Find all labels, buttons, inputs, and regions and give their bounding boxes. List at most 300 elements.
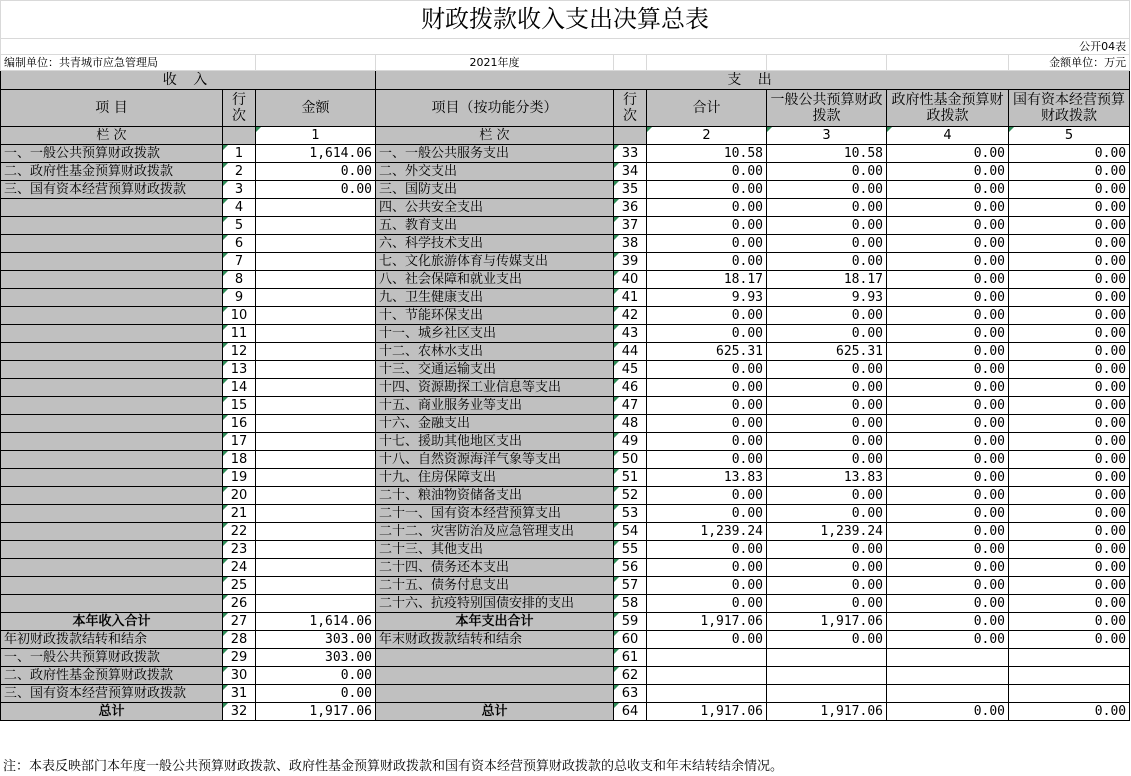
expense-general-budget[interactable]: 0.00 <box>767 307 887 325</box>
expense-state-capital[interactable]: 0.00 <box>1009 145 1130 163</box>
row-no-cell[interactable]: 25 <box>223 577 256 595</box>
expense-item[interactable]: 二十六、抗疫特别国债安排的支出 <box>376 595 614 613</box>
expense-state-capital[interactable]: 0.00 <box>1009 199 1130 217</box>
row-no-cell[interactable]: 19 <box>223 469 256 487</box>
row-no-cell[interactable]: 51 <box>614 469 647 487</box>
income-amount[interactable] <box>256 469 376 487</box>
expense-general-budget[interactable]: 0.00 <box>767 397 887 415</box>
row-no-cell[interactable]: 52 <box>614 487 647 505</box>
expense-state-capital[interactable]: 0.00 <box>1009 541 1130 559</box>
row-no-cell[interactable]: 9 <box>223 289 256 307</box>
income-amount[interactable]: 0.00 <box>256 163 376 181</box>
row-no-cell[interactable]: 46 <box>614 379 647 397</box>
income-item[interactable] <box>1 433 223 451</box>
expense-total[interactable]: 0.00 <box>647 307 767 325</box>
col-number-2[interactable]: 2 <box>647 127 767 145</box>
row-no-cell[interactable]: 26 <box>223 595 256 613</box>
expense-state-capital[interactable]: 0.00 <box>1009 577 1130 595</box>
row-no-cell[interactable]: 54 <box>614 523 647 541</box>
grand-total-sum[interactable]: 1,917.06 <box>647 703 767 721</box>
lanci-label-expense[interactable]: 栏 次 <box>376 127 614 145</box>
income-amount[interactable] <box>256 415 376 433</box>
expense-gov-fund[interactable]: 0.00 <box>887 181 1009 199</box>
income-item[interactable] <box>1 307 223 325</box>
expense-gov-fund[interactable]: 0.00 <box>887 361 1009 379</box>
row-no-cell[interactable]: 33 <box>614 145 647 163</box>
income-total-amount[interactable]: 1,614.06 <box>256 613 376 631</box>
expense-total[interactable]: 13.83 <box>647 469 767 487</box>
row-no-cell[interactable]: 39 <box>614 253 647 271</box>
expense-item[interactable]: 二、外交支出 <box>376 163 614 181</box>
col-header-gov-fund[interactable]: 政府性基金预算财政拨款 <box>887 90 1009 127</box>
currency-unit[interactable]: 金额单位：万元 <box>1009 55 1130 71</box>
expense-gov-fund[interactable]: 0.00 <box>887 559 1009 577</box>
income-item[interactable] <box>1 451 223 469</box>
expense-general-budget[interactable]: 0.00 <box>767 253 887 271</box>
income-item[interactable] <box>1 361 223 379</box>
expense-item[interactable]: 一、一般公共服务支出 <box>376 145 614 163</box>
expense-general-budget[interactable]: 13.83 <box>767 469 887 487</box>
expense-state-capital[interactable]: 0.00 <box>1009 235 1130 253</box>
expense-general-budget[interactable]: 0.00 <box>767 595 887 613</box>
expense-gov-fund[interactable]: 0.00 <box>887 271 1009 289</box>
col-number-4[interactable]: 4 <box>887 127 1009 145</box>
row-no-cell[interactable]: 3 <box>223 181 256 199</box>
expense-general-budget[interactable]: 0.00 <box>767 163 887 181</box>
expense-state-capital[interactable]: 0.00 <box>1009 289 1130 307</box>
carry-sub2-amount[interactable]: 0.00 <box>256 667 376 685</box>
expense-total[interactable]: 0.00 <box>647 361 767 379</box>
income-item[interactable] <box>1 253 223 271</box>
expense-state-capital[interactable]: 0.00 <box>1009 523 1130 541</box>
grand-total-general[interactable]: 1,917.06 <box>767 703 887 721</box>
row-no-cell[interactable]: 48 <box>614 415 647 433</box>
expense-total[interactable]: 18.17 <box>647 271 767 289</box>
expense-item[interactable]: 十九、住房保障支出 <box>376 469 614 487</box>
expense-total[interactable]: 0.00 <box>647 253 767 271</box>
expense-gov-fund[interactable]: 0.00 <box>887 343 1009 361</box>
expense-item[interactable]: 十四、资源勘探工业信息等支出 <box>376 379 614 397</box>
row-no-cell[interactable]: 40 <box>614 271 647 289</box>
expense-total[interactable]: 0.00 <box>647 487 767 505</box>
row-no-cell[interactable]: 12 <box>223 343 256 361</box>
income-amount[interactable]: 0.00 <box>256 181 376 199</box>
income-amount[interactable] <box>256 433 376 451</box>
expense-gov-fund[interactable]: 0.00 <box>887 199 1009 217</box>
income-amount[interactable] <box>256 451 376 469</box>
row-no-cell[interactable]: 21 <box>223 505 256 523</box>
carry-sub1-amount[interactable]: 303.00 <box>256 649 376 667</box>
expense-gov-fund[interactable]: 0.00 <box>887 163 1009 181</box>
expense-total-label[interactable]: 本年支出合计 <box>376 613 614 631</box>
row-no-cell[interactable]: 6 <box>223 235 256 253</box>
col-number-3[interactable]: 3 <box>767 127 887 145</box>
expense-total[interactable]: 0.00 <box>647 559 767 577</box>
row-no-cell[interactable]: 8 <box>223 271 256 289</box>
expense-item[interactable]: 五、教育支出 <box>376 217 614 235</box>
income-item[interactable] <box>1 343 223 361</box>
expense-gov-fund[interactable]: 0.00 <box>887 541 1009 559</box>
expense-total[interactable]: 0.00 <box>647 325 767 343</box>
row-no-cell[interactable]: 28 <box>223 631 256 649</box>
row-no-cell[interactable]: 60 <box>614 631 647 649</box>
income-item[interactable] <box>1 505 223 523</box>
income-item[interactable]: 一、一般公共预算财政拨款 <box>1 145 223 163</box>
row-no-cell[interactable]: 5 <box>223 217 256 235</box>
row-no-cell[interactable]: 24 <box>223 559 256 577</box>
carry-sub1-label[interactable]: 一、一般公共预算财政拨款 <box>1 649 223 667</box>
row-no-cell[interactable]: 18 <box>223 451 256 469</box>
carry-out-total[interactable]: 0.00 <box>647 631 767 649</box>
expense-state-capital[interactable]: 0.00 <box>1009 397 1130 415</box>
expense-item[interactable]: 十八、自然资源海洋气象等支出 <box>376 451 614 469</box>
income-amount[interactable] <box>256 505 376 523</box>
expense-gov-fund[interactable]: 0.00 <box>887 397 1009 415</box>
expense-general-budget[interactable]: 18.17 <box>767 271 887 289</box>
income-amount[interactable] <box>256 217 376 235</box>
expense-gov-fund[interactable]: 0.00 <box>887 577 1009 595</box>
row-no-cell[interactable]: 56 <box>614 559 647 577</box>
carry-sub3-amount[interactable]: 0.00 <box>256 685 376 703</box>
col-header-func-item[interactable]: 项目（按功能分类） <box>376 90 614 127</box>
expense-gov-fund[interactable]: 0.00 <box>887 451 1009 469</box>
expense-item[interactable]: 二十三、其他支出 <box>376 541 614 559</box>
row-no-cell[interactable]: 55 <box>614 541 647 559</box>
table-row <box>1 595 1130 613</box>
row-no-cell[interactable]: 62 <box>614 667 647 685</box>
expense-gov-fund[interactable]: 0.00 <box>887 487 1009 505</box>
expense-state-capital[interactable]: 0.00 <box>1009 307 1130 325</box>
form-code[interactable]: 公开04表 <box>1009 39 1130 55</box>
expense-total[interactable]: 0.00 <box>647 163 767 181</box>
row-no-cell[interactable]: 10 <box>223 307 256 325</box>
col-header-state-capital[interactable]: 国有资本经营预算财政拨款 <box>1009 90 1130 127</box>
row-no-cell[interactable]: 49 <box>614 433 647 451</box>
row-no-cell[interactable]: 61 <box>614 649 647 667</box>
row-no-cell[interactable]: 22 <box>223 523 256 541</box>
income-item[interactable] <box>1 217 223 235</box>
row-no-cell[interactable]: 30 <box>223 667 256 685</box>
expense-gov-fund[interactable]: 0.00 <box>887 325 1009 343</box>
expense-general-budget[interactable]: 0.00 <box>767 487 887 505</box>
lanci-label[interactable]: 栏 次 <box>1 127 223 145</box>
expense-total[interactable]: 0.00 <box>647 595 767 613</box>
income-section-header[interactable]: 收 入 <box>1 71 376 90</box>
expense-state-capital[interactable]: 0.00 <box>1009 361 1130 379</box>
expense-item[interactable]: 二十、粮油物资储备支出 <box>376 487 614 505</box>
row-no-cell[interactable]: 37 <box>614 217 647 235</box>
expense-total[interactable]: 0.00 <box>647 505 767 523</box>
income-item[interactable] <box>1 289 223 307</box>
expense-general-budget[interactable]: 0.00 <box>767 361 887 379</box>
expense-item[interactable]: 二十四、债务还本支出 <box>376 559 614 577</box>
row-no-cell[interactable]: 11 <box>223 325 256 343</box>
expense-state-capital[interactable]: 0.00 <box>1009 343 1130 361</box>
expense-item[interactable]: 九、卫生健康支出 <box>376 289 614 307</box>
expense-gov-fund[interactable]: 0.00 <box>887 379 1009 397</box>
income-item[interactable] <box>1 595 223 613</box>
row-no-cell[interactable]: 43 <box>614 325 647 343</box>
row-no-cell[interactable]: 59 <box>614 613 647 631</box>
expense-state-capital[interactable]: 0.00 <box>1009 487 1130 505</box>
expense-general-budget[interactable]: 625.31 <box>767 343 887 361</box>
income-amount[interactable] <box>256 343 376 361</box>
expense-item[interactable]: 二十二、灾害防治及应急管理支出 <box>376 523 614 541</box>
income-item[interactable] <box>1 523 223 541</box>
grand-total-label[interactable]: 总计 <box>1 703 223 721</box>
expense-state-capital[interactable]: 0.00 <box>1009 253 1130 271</box>
expense-general-budget[interactable]: 0.00 <box>767 541 887 559</box>
expense-item[interactable]: 十五、商业服务业等支出 <box>376 397 614 415</box>
row-no-cell[interactable]: 4 <box>223 199 256 217</box>
income-item[interactable] <box>1 469 223 487</box>
carry-sub2-label[interactable]: 二、政府性基金预算财政拨款 <box>1 667 223 685</box>
grand-total-expense-label[interactable]: 总计 <box>376 703 614 721</box>
row-no-cell[interactable]: 63 <box>614 685 647 703</box>
row-no-cell[interactable]: 1 <box>223 145 256 163</box>
expense-total[interactable]: 0.00 <box>647 415 767 433</box>
income-item[interactable]: 二、政府性基金预算财政拨款 <box>1 163 223 181</box>
expense-total[interactable]: 0.00 <box>647 577 767 595</box>
expense-item[interactable]: 十一、城乡社区支出 <box>376 325 614 343</box>
expense-gov-fund[interactable]: 0.00 <box>887 235 1009 253</box>
expense-general-budget[interactable]: 0.00 <box>767 559 887 577</box>
expense-general-budget[interactable]: 0.00 <box>767 181 887 199</box>
row-no-cell[interactable]: 13 <box>223 361 256 379</box>
expense-total-general[interactable]: 1,917.06 <box>767 613 887 631</box>
col-number-5[interactable]: 5 <box>1009 127 1130 145</box>
expense-state-capital[interactable]: 0.00 <box>1009 505 1130 523</box>
row-no-cell[interactable]: 36 <box>614 199 647 217</box>
expense-gov-fund[interactable]: 0.00 <box>887 469 1009 487</box>
carry-out-general[interactable]: 0.00 <box>767 631 887 649</box>
income-item[interactable] <box>1 325 223 343</box>
col-header-general-budget[interactable]: 一般公共预算财政拨款 <box>767 90 887 127</box>
row-no-cell[interactable]: 17 <box>223 433 256 451</box>
income-amount[interactable] <box>256 523 376 541</box>
expense-gov-fund[interactable]: 0.00 <box>887 253 1009 271</box>
row-no-cell[interactable]: 14 <box>223 379 256 397</box>
income-amount[interactable] <box>256 397 376 415</box>
expense-general-budget[interactable]: 0.00 <box>767 451 887 469</box>
row-no-cell[interactable]: 16 <box>223 415 256 433</box>
grand-total-income[interactable]: 1,917.06 <box>256 703 376 721</box>
expense-item[interactable]: 八、社会保障和就业支出 <box>376 271 614 289</box>
income-amount[interactable] <box>256 199 376 217</box>
expense-state-capital[interactable]: 0.00 <box>1009 379 1130 397</box>
org-name[interactable]: 编制单位：共青城市应急管理局 <box>1 55 256 71</box>
expense-state-capital[interactable]: 0.00 <box>1009 415 1130 433</box>
expense-total[interactable]: 625.31 <box>647 343 767 361</box>
row-no-cell[interactable]: 35 <box>614 181 647 199</box>
expense-state-capital[interactable]: 0.00 <box>1009 559 1130 577</box>
expense-total[interactable]: 0.00 <box>647 433 767 451</box>
row-no-cell[interactable]: 7 <box>223 253 256 271</box>
col-header-item[interactable]: 项 目 <box>1 90 223 127</box>
expense-state-capital[interactable]: 0.00 <box>1009 325 1130 343</box>
expense-total[interactable]: 1,239.24 <box>647 523 767 541</box>
fiscal-year[interactable]: 2021年度 <box>376 55 614 71</box>
expense-total[interactable]: 0.00 <box>647 235 767 253</box>
income-amount[interactable] <box>256 289 376 307</box>
row-no-cell[interactable]: 53 <box>614 505 647 523</box>
income-amount[interactable] <box>256 541 376 559</box>
carry-out-label[interactable]: 年末财政拨款结转和结余 <box>376 631 614 649</box>
table-row <box>1 433 1130 451</box>
expense-section-header[interactable]: 支 出 <box>376 71 1130 90</box>
expense-item[interactable]: 十二、农林水支出 <box>376 343 614 361</box>
page-title[interactable]: 财政拨款收入支出决算总表 <box>1 1 1130 39</box>
row-no-cell[interactable]: 57 <box>614 577 647 595</box>
expense-gov-fund[interactable]: 0.00 <box>887 523 1009 541</box>
income-item[interactable] <box>1 541 223 559</box>
income-item[interactable] <box>1 559 223 577</box>
income-item[interactable] <box>1 397 223 415</box>
expense-item[interactable]: 三、国防支出 <box>376 181 614 199</box>
expense-state-capital[interactable]: 0.00 <box>1009 163 1130 181</box>
expense-general-budget[interactable]: 1,239.24 <box>767 523 887 541</box>
expense-state-capital[interactable]: 0.00 <box>1009 451 1130 469</box>
col-header-total[interactable]: 合计 <box>647 90 767 127</box>
grand-total-capital[interactable]: 0.00 <box>1009 703 1130 721</box>
expense-state-capital[interactable]: 0.00 <box>1009 433 1130 451</box>
carry-out-fund[interactable]: 0.00 <box>887 631 1009 649</box>
expense-total[interactable]: 0.00 <box>647 199 767 217</box>
expense-general-budget[interactable]: 0.00 <box>767 379 887 397</box>
expense-gov-fund[interactable]: 0.00 <box>887 145 1009 163</box>
grand-total-fund[interactable]: 0.00 <box>887 703 1009 721</box>
expense-state-capital[interactable]: 0.00 <box>1009 217 1130 235</box>
expense-state-capital[interactable]: 0.00 <box>1009 181 1130 199</box>
row-no-cell[interactable]: 58 <box>614 595 647 613</box>
income-amount[interactable] <box>256 595 376 613</box>
income-item[interactable] <box>1 235 223 253</box>
expense-item[interactable]: 六、科学技术支出 <box>376 235 614 253</box>
row-no-cell[interactable]: 41 <box>614 289 647 307</box>
income-amount[interactable] <box>256 559 376 577</box>
expense-total[interactable]: 0.00 <box>647 541 767 559</box>
expense-gov-fund[interactable]: 0.00 <box>887 289 1009 307</box>
row-no-cell[interactable]: 47 <box>614 397 647 415</box>
table-row <box>1 181 1130 199</box>
income-total-label[interactable]: 本年收入合计 <box>1 613 223 631</box>
row-no-cell[interactable]: 23 <box>223 541 256 559</box>
expense-general-budget[interactable]: 0.00 <box>767 199 887 217</box>
expense-general-budget[interactable]: 0.00 <box>767 415 887 433</box>
income-item[interactable]: 三、国有资本经营预算财政拨款 <box>1 181 223 199</box>
income-amount[interactable] <box>256 487 376 505</box>
income-amount[interactable] <box>256 325 376 343</box>
expense-general-budget[interactable]: 0.00 <box>767 217 887 235</box>
expense-total[interactable]: 9.93 <box>647 289 767 307</box>
expense-item[interactable]: 十、节能环保支出 <box>376 307 614 325</box>
row-no-cell[interactable]: 50 <box>614 451 647 469</box>
col-header-ex-row-no[interactable]: 行次 <box>614 90 647 127</box>
row-no-cell[interactable]: 31 <box>223 685 256 703</box>
col-number-1[interactable]: 1 <box>256 127 376 145</box>
income-amount[interactable] <box>256 253 376 271</box>
expense-item[interactable]: 四、公共安全支出 <box>376 199 614 217</box>
row-no-cell[interactable]: 34 <box>614 163 647 181</box>
income-item[interactable] <box>1 415 223 433</box>
income-item[interactable] <box>1 379 223 397</box>
expense-state-capital[interactable]: 0.00 <box>1009 595 1130 613</box>
expense-state-capital[interactable]: 0.00 <box>1009 271 1130 289</box>
expense-general-budget[interactable]: 9.93 <box>767 289 887 307</box>
row-no-cell[interactable]: 20 <box>223 487 256 505</box>
row-no-cell[interactable]: 27 <box>223 613 256 631</box>
income-item[interactable] <box>1 577 223 595</box>
expense-gov-fund[interactable]: 0.00 <box>887 217 1009 235</box>
income-amount[interactable] <box>256 235 376 253</box>
income-item[interactable] <box>1 487 223 505</box>
expense-gov-fund[interactable]: 0.00 <box>887 307 1009 325</box>
expense-total[interactable]: 10.58 <box>647 145 767 163</box>
expense-total-sum[interactable]: 1,917.06 <box>647 613 767 631</box>
expense-gov-fund[interactable]: 0.00 <box>887 433 1009 451</box>
income-item[interactable] <box>1 271 223 289</box>
expense-gov-fund[interactable]: 0.00 <box>887 505 1009 523</box>
expense-general-budget[interactable]: 0.00 <box>767 577 887 595</box>
row-no-cell[interactable]: 32 <box>223 703 256 721</box>
table-row <box>1 235 1130 253</box>
income-amount[interactable]: 1,614.06 <box>256 145 376 163</box>
row-no-cell[interactable]: 29 <box>223 649 256 667</box>
row-no-cell[interactable]: 15 <box>223 397 256 415</box>
expense-total-capital[interactable]: 0.00 <box>1009 613 1130 631</box>
expense-item[interactable]: 二十五、债务付息支出 <box>376 577 614 595</box>
income-amount[interactable] <box>256 361 376 379</box>
expense-item[interactable]: 七、文化旅游体育与传媒支出 <box>376 253 614 271</box>
expense-general-budget[interactable]: 0.00 <box>767 235 887 253</box>
row-no-cell[interactable]: 45 <box>614 361 647 379</box>
expense-general-budget[interactable]: 0.00 <box>767 505 887 523</box>
expense-general-budget[interactable]: 10.58 <box>767 145 887 163</box>
expense-item[interactable]: 十三、交通运输支出 <box>376 361 614 379</box>
expense-total[interactable]: 0.00 <box>647 217 767 235</box>
expense-item[interactable]: 十七、援助其他地区支出 <box>376 433 614 451</box>
expense-total[interactable]: 0.00 <box>647 379 767 397</box>
expense-item[interactable]: 二十一、国有资本经营预算支出 <box>376 505 614 523</box>
income-amount[interactable] <box>256 577 376 595</box>
income-amount[interactable] <box>256 271 376 289</box>
expense-total-fund[interactable]: 0.00 <box>887 613 1009 631</box>
carry-in-label[interactable]: 年初财政拨款结转和结余 <box>1 631 223 649</box>
expense-gov-fund[interactable]: 0.00 <box>887 595 1009 613</box>
expense-general-budget[interactable]: 0.00 <box>767 433 887 451</box>
expense-state-capital[interactable]: 0.00 <box>1009 469 1130 487</box>
row-no-cell[interactable]: 2 <box>223 163 256 181</box>
income-amount[interactable] <box>256 307 376 325</box>
col-header-amount[interactable]: 金额 <box>256 90 376 127</box>
carry-sub3-label[interactable]: 三、国有资本经营预算财政拨款 <box>1 685 223 703</box>
income-amount[interactable] <box>256 379 376 397</box>
income-item[interactable] <box>1 199 223 217</box>
row-no-cell[interactable]: 38 <box>614 235 647 253</box>
row-no-cell[interactable]: 64 <box>614 703 647 721</box>
row-no-cell[interactable]: 42 <box>614 307 647 325</box>
expense-total[interactable]: 0.00 <box>647 451 767 469</box>
carry-out-capital[interactable]: 0.00 <box>1009 631 1130 649</box>
expense-total[interactable]: 0.00 <box>647 181 767 199</box>
expense-general-budget[interactable]: 0.00 <box>767 325 887 343</box>
expense-item[interactable]: 十六、金融支出 <box>376 415 614 433</box>
col-header-row-no[interactable]: 行次 <box>223 90 256 127</box>
carry-in-amount[interactable]: 303.00 <box>256 631 376 649</box>
row-no-cell[interactable]: 44 <box>614 343 647 361</box>
expense-total[interactable]: 0.00 <box>647 397 767 415</box>
expense-gov-fund[interactable]: 0.00 <box>887 415 1009 433</box>
